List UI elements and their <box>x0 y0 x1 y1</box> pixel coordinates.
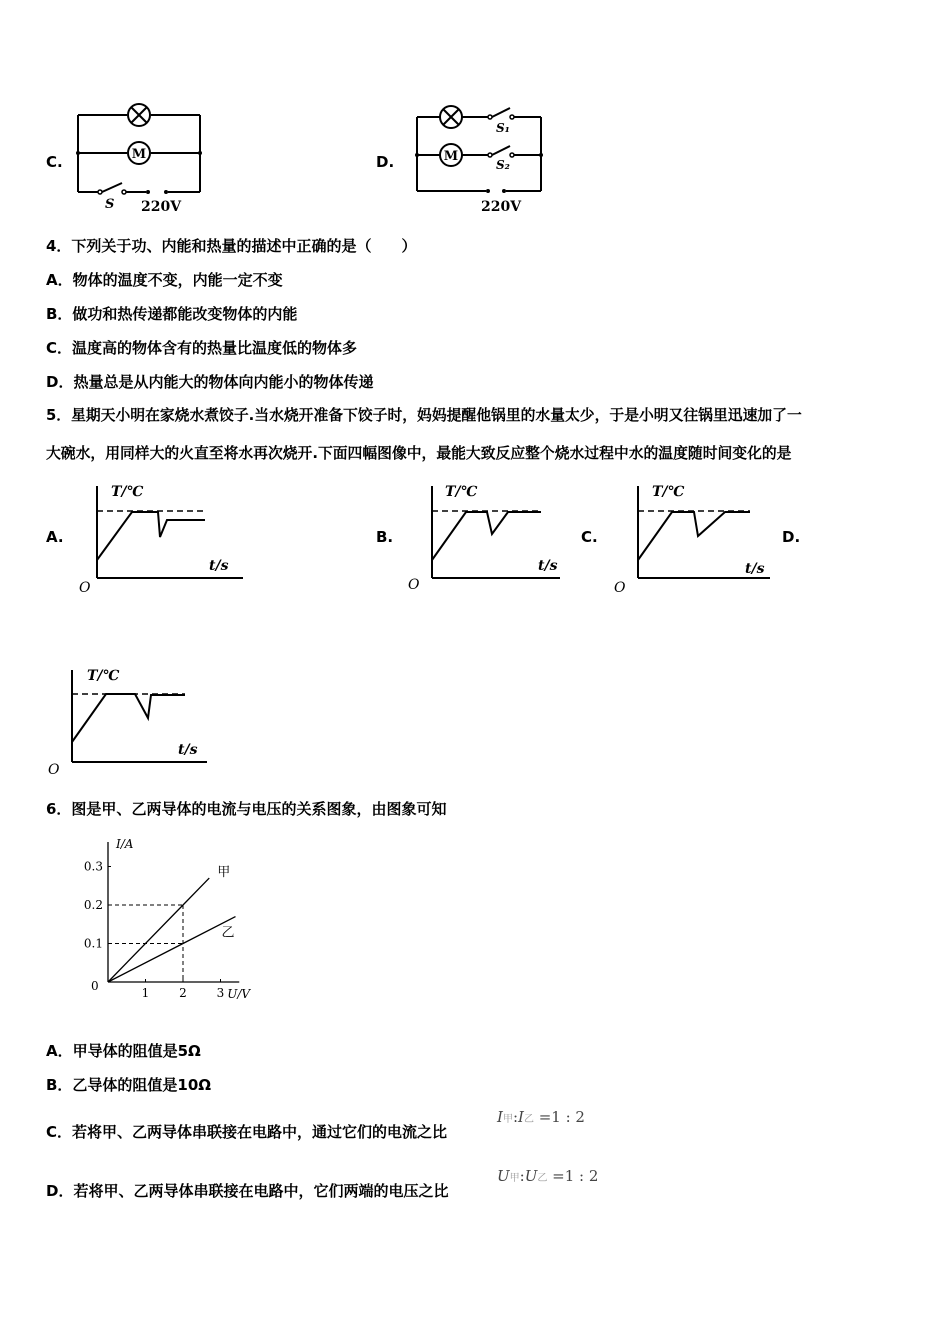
lamp-icon <box>128 104 150 126</box>
motor-label: M <box>443 149 459 164</box>
x-axis-label: U/V <box>227 987 251 1001</box>
switch-label: S <box>105 197 115 212</box>
axis-x-label: t/s <box>178 742 198 758</box>
axis-x-label: t/s <box>209 558 229 574</box>
q3-option-c-label[interactable]: C. <box>46 153 63 171</box>
series-label: 乙 <box>221 925 235 941</box>
q5-option-a-label[interactable]: A. <box>46 528 64 546</box>
q3-option-d-label[interactable]: D. <box>376 153 395 171</box>
origin-label: O <box>79 580 91 596</box>
q5-option-c-label[interactable]: C. <box>581 528 598 546</box>
series-label: 甲 <box>217 865 231 881</box>
voltage-label: 220V <box>481 199 522 215</box>
x-tick-label: 1 <box>141 986 150 1000</box>
axis-y-label: T/℃ <box>87 668 120 684</box>
q6-option-d[interactable]: D．若将甲、乙两导体串联接在电路中，它们两端的电压之比 <box>46 1182 449 1200</box>
axis-x-label: t/s <box>538 558 558 574</box>
origin-label: O <box>408 577 420 593</box>
x-tick-label: 2 <box>179 986 187 1000</box>
circuit-d-diagram <box>408 95 553 215</box>
q5-graph-d <box>45 662 215 782</box>
axis-x-label: t/s <box>745 561 765 577</box>
q6-formula-c: I甲:I乙 =1 : 2 <box>497 1108 585 1126</box>
y-tick-label: 0.1 <box>83 936 103 951</box>
q5-graph-a <box>75 478 245 598</box>
q6-option-c[interactable]: C．若将甲、乙两导体串联接在电路中，通过它们的电流之比 <box>46 1123 448 1141</box>
circuit-c-diagram <box>70 95 210 215</box>
origin-label: 0 <box>91 979 99 993</box>
q6-stem: 6．图是甲、乙两导体的电流与电压的关系图象，由图象可知 <box>46 800 447 818</box>
y-tick-label: 0.3 <box>83 859 103 874</box>
y-axis-label: I/A <box>116 837 134 851</box>
switch2-label: S₂ <box>496 158 510 172</box>
motor-label: M <box>131 147 147 162</box>
axis-y-label: T/℃ <box>652 484 685 500</box>
q5-graph-c <box>610 478 780 598</box>
q5-stem-line2: 大碗水，用同样大的火直至将水再次烧开.下面四幅图像中，最能大致反应整个烧水过程中水的温度随时间变化的是 <box>46 445 792 462</box>
switch1-label: S₁ <box>496 121 510 135</box>
q4-stem: 4．下列关于功、内能和热量的描述中正确的是（ ） <box>46 237 417 255</box>
q4-option-c[interactable]: C．温度高的物体含有的热量比温度低的物体多 <box>46 339 358 357</box>
iv-chart <box>75 832 275 1007</box>
origin-label: O <box>48 762 60 778</box>
origin-label: O <box>614 580 626 596</box>
axis-y-label: T/℃ <box>111 484 144 500</box>
y-tick-label: 0.2 <box>83 898 103 912</box>
lamp-icon <box>440 106 462 128</box>
axis-y-label: T/℃ <box>445 484 478 500</box>
q6-formula-d: U甲:U乙 =1 : 2 <box>497 1167 599 1185</box>
q5-option-d-label[interactable]: D. <box>782 528 801 546</box>
q6-option-a[interactable]: A．甲导体的阻值是5Ω <box>46 1042 201 1060</box>
q4-option-d[interactable]: D．热量总是从内能大的物体向内能小的物体传递 <box>46 373 374 391</box>
q4-option-a[interactable]: A．物体的温度不变，内能一定不变 <box>46 271 283 289</box>
q5-graph-b <box>405 478 575 598</box>
series-line-jia <box>108 878 209 982</box>
q6-option-b[interactable]: B．乙导体的阻值是10Ω <box>46 1076 212 1094</box>
q4-option-b[interactable]: B．做功和热传递都能改变物体的内能 <box>46 305 298 323</box>
q5-option-b-label[interactable]: B. <box>376 528 394 546</box>
q5-stem-line1: 5．星期天小明在家烧水煮饺子.当水烧开准备下饺子时，妈妈提醒他锅里的水量太少，于是小明又往锅里迅速加了一 <box>46 407 802 424</box>
voltage-label: 220V <box>141 199 182 215</box>
x-tick-label: 3 <box>216 986 225 1000</box>
series-line-yi <box>108 917 236 982</box>
